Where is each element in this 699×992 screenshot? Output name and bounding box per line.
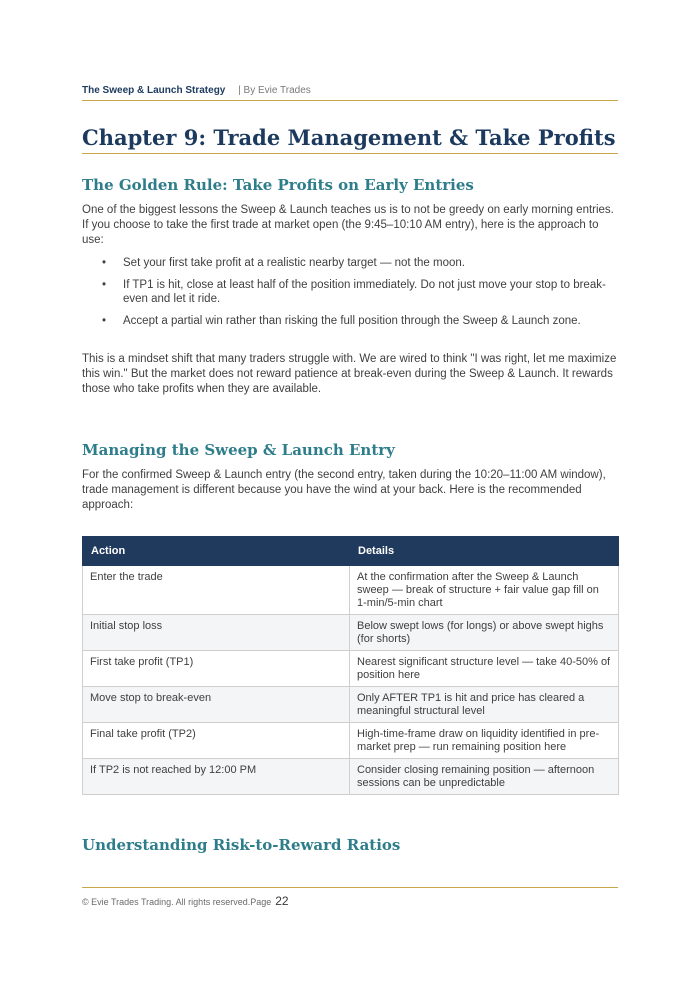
column-header-action: Action bbox=[83, 537, 350, 566]
header-rule bbox=[82, 100, 618, 101]
bullet-text: If TP1 is hit, close at least half of the position immediately. Do not just move your stop to break-even and let it ride. bbox=[123, 279, 606, 305]
table-cell-action: Enter the trade bbox=[83, 566, 350, 615]
section2-intro: For the confirmed Sweep & Launch entry (the second entry, taken during the 10:20–11:00 AM window), trade management is different because you have the wind at your back. Here is the recommended approach: bbox=[82, 469, 606, 511]
table-cell-details: Consider closing remaining position — afternoon sessions can be unpredictable bbox=[350, 759, 619, 795]
section1-closing: This is a mindset shift that many traders struggle with. We are wired to think "I was right, let me maximize this win." But the market does not reward patience at break-even during the Sweep & Launch. It rewards those who take profits when they are available. bbox=[82, 353, 617, 395]
chapter-rule bbox=[82, 153, 618, 154]
bullet-text: Accept a partial win rather than risking the full position through the Sweep & Launch zone. bbox=[123, 315, 581, 327]
table-cell-details: Only AFTER TP1 is hit and price has cleared a meaningful structural level bbox=[350, 687, 619, 723]
list-item bbox=[82, 256, 618, 270]
page-footer bbox=[82, 893, 289, 910]
table-row bbox=[83, 615, 619, 651]
footer-page-label: Page bbox=[250, 897, 272, 907]
table-header-row bbox=[83, 537, 619, 566]
section-title-golden-rule: The Golden Rule: Take Profits on Early Entries bbox=[82, 176, 474, 194]
table-cell-action: If TP2 is not reached by 12:00 PM bbox=[83, 759, 350, 795]
table-cell-details: Nearest significant structure level — take 40-50% of position here bbox=[350, 651, 619, 687]
table-row bbox=[83, 759, 619, 795]
footer-copyright: © Evie Trades Trading. All rights reserved. bbox=[82, 897, 251, 907]
bullet-icon: • bbox=[102, 315, 107, 327]
table-row bbox=[83, 566, 619, 615]
bullet-icon: • bbox=[102, 279, 107, 291]
header-title: The Sweep & Launch Strategy bbox=[82, 85, 226, 96]
table-cell-action: Move stop to break-even bbox=[83, 687, 350, 723]
table-cell-details: High-time-frame draw on liquidity identified in pre-market prep — run remaining position here bbox=[350, 723, 619, 759]
column-header-details: Details bbox=[350, 537, 619, 566]
bullet-list bbox=[82, 256, 618, 328]
table-row bbox=[83, 723, 619, 759]
chapter-title: Chapter 9: Trade Management & Take Profits bbox=[82, 125, 616, 150]
section-title-managing-entry: Managing the Sweep & Launch Entry bbox=[82, 441, 395, 459]
table-cell-details: At the confirmation after the Sweep & Launch sweep — break of structure + fair value gap fill on 1-min/5-min chart bbox=[350, 566, 619, 615]
table-cell-details: Below swept lows (for longs) or above swept highs (for shorts) bbox=[350, 615, 619, 651]
table-cell-action: First take profit (TP1) bbox=[83, 651, 350, 687]
footer-rule bbox=[82, 887, 618, 888]
section1-intro: One of the biggest lessons the Sweep & Launch teaches us is to not be greedy on early morning entries. If you choose to take the first trade at market open (the 9:45–10:10 AM entry), here is the approach to use: bbox=[82, 204, 614, 246]
bullet-text: Set your first take profit at a realistic nearby target — not the moon. bbox=[123, 257, 465, 269]
table-row bbox=[83, 651, 619, 687]
table-cell-action: Initial stop loss bbox=[83, 615, 350, 651]
section-title-risk-reward: Understanding Risk-to-Reward Ratios bbox=[82, 836, 401, 854]
header-byline: | By Evie Trades bbox=[238, 85, 311, 96]
page-number: 22 bbox=[275, 894, 289, 908]
trade-management-table bbox=[82, 536, 619, 795]
list-item bbox=[82, 314, 618, 328]
table-row bbox=[83, 687, 619, 723]
bullet-icon: • bbox=[102, 257, 107, 269]
table-cell-action: Final take profit (TP2) bbox=[83, 723, 350, 759]
running-header bbox=[82, 84, 618, 97]
list-item bbox=[82, 278, 618, 306]
